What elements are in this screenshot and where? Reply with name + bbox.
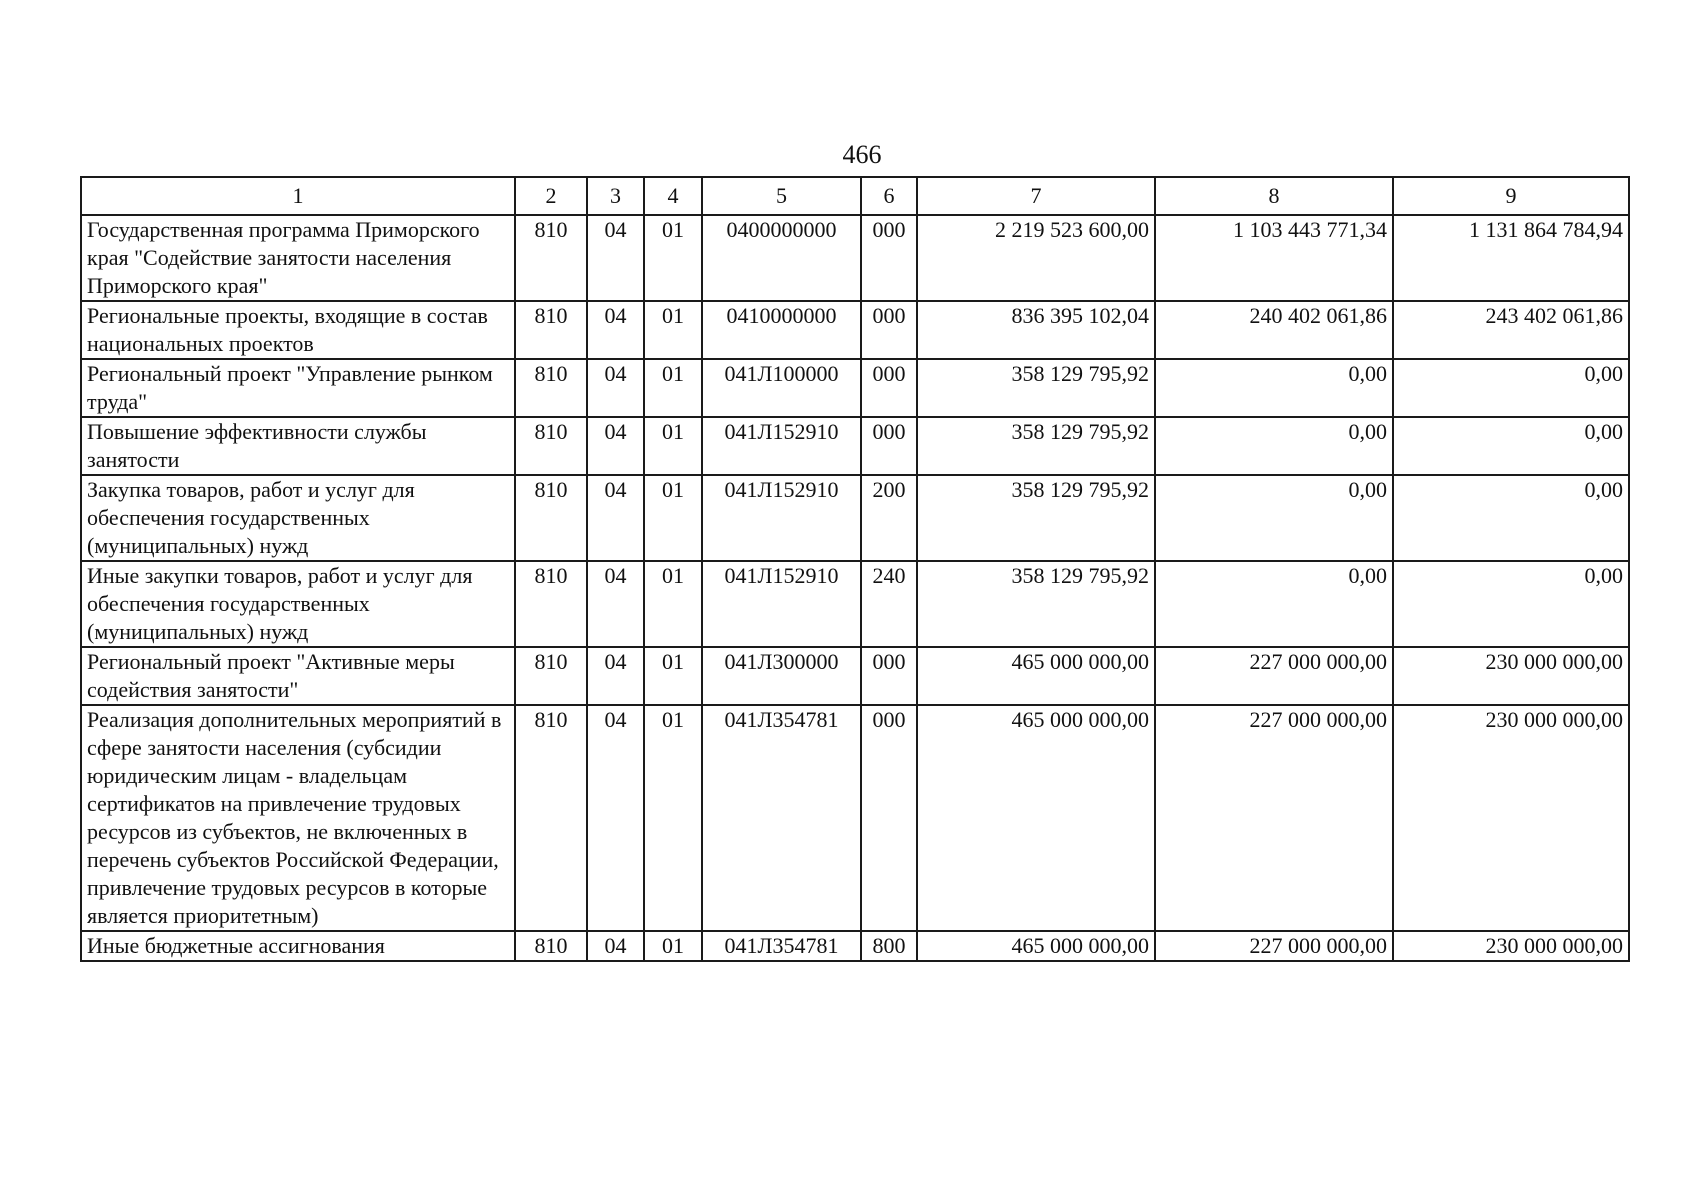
row-amount-col8: 240 402 061,86 (1155, 301, 1393, 359)
row-target-article-code: 041Л152910 (702, 475, 861, 561)
row-name: Повышение эффективности службы занятости (81, 417, 515, 475)
column-header: 5 (702, 177, 861, 215)
table-row (81, 705, 1629, 931)
row-name: Региональный проект "Активные меры содействия занятости" (81, 647, 515, 705)
row-grbs-code: 810 (515, 301, 587, 359)
row-amount-col9: 1 131 864 784,94 (1393, 215, 1629, 301)
row-target-article-code: 041Л152910 (702, 561, 861, 647)
row-grbs-code: 810 (515, 475, 587, 561)
row-name: Закупка товаров, работ и услуг для обеспечения государственных (муниципальных) нужд (81, 475, 515, 561)
row-subsection-code: 01 (644, 301, 702, 359)
row-name: Региональный проект "Управление рынком труда" (81, 359, 515, 417)
row-amount-col7: 358 129 795,92 (917, 359, 1155, 417)
row-expense-type-code: 000 (861, 647, 917, 705)
table-row (81, 561, 1629, 647)
row-target-article-code: 041Л100000 (702, 359, 861, 417)
row-amount-col8: 0,00 (1155, 561, 1393, 647)
row-expense-type-code: 800 (861, 931, 917, 961)
column-header: 4 (644, 177, 702, 215)
row-section-code: 04 (587, 301, 644, 359)
row-grbs-code: 810 (515, 359, 587, 417)
row-subsection-code: 01 (644, 417, 702, 475)
row-name: Государственная программа Приморского края "Содействие занятости населения Приморского края" (81, 215, 515, 301)
row-target-article-code: 041Л354781 (702, 931, 861, 961)
row-target-article-code: 041Л354781 (702, 705, 861, 931)
column-number-row (81, 177, 1629, 215)
row-amount-col8: 0,00 (1155, 475, 1393, 561)
row-amount-col9: 230 000 000,00 (1393, 705, 1629, 931)
row-grbs-code: 810 (515, 561, 587, 647)
table-row (81, 301, 1629, 359)
row-section-code: 04 (587, 215, 644, 301)
row-amount-col8: 227 000 000,00 (1155, 647, 1393, 705)
row-subsection-code: 01 (644, 705, 702, 931)
row-name: Реализация дополнительных мероприятий в сфере занятости населения (субсидии юридическим лицам - владельцам сертификатов на привлечение трудовых ресурсов из субъектов, не включенных в перечень субъектов Российской Федерации, привлечение трудовых ресурсов в которые является приоритетным) (81, 705, 515, 931)
column-header: 8 (1155, 177, 1393, 215)
row-expense-type-code: 200 (861, 475, 917, 561)
column-header: 2 (515, 177, 587, 215)
row-name: Региональные проекты, входящие в состав национальных проектов (81, 301, 515, 359)
row-amount-col8: 0,00 (1155, 417, 1393, 475)
row-subsection-code: 01 (644, 359, 702, 417)
column-header: 9 (1393, 177, 1629, 215)
row-subsection-code: 01 (644, 647, 702, 705)
row-expense-type-code: 000 (861, 417, 917, 475)
row-amount-col9: 230 000 000,00 (1393, 647, 1629, 705)
row-amount-col8: 227 000 000,00 (1155, 705, 1393, 931)
row-grbs-code: 810 (515, 705, 587, 931)
column-header: 6 (861, 177, 917, 215)
row-name: Иные бюджетные ассигнования (81, 931, 515, 961)
table-row (81, 931, 1629, 961)
table-row (81, 647, 1629, 705)
row-grbs-code: 810 (515, 647, 587, 705)
table-body (81, 215, 1629, 961)
row-subsection-code: 01 (644, 931, 702, 961)
row-amount-col8: 0,00 (1155, 359, 1393, 417)
row-amount-col7: 465 000 000,00 (917, 647, 1155, 705)
row-subsection-code: 01 (644, 561, 702, 647)
row-amount-col9: 230 000 000,00 (1393, 931, 1629, 961)
row-section-code: 04 (587, 417, 644, 475)
table-row (81, 359, 1629, 417)
row-amount-col9: 0,00 (1393, 475, 1629, 561)
row-expense-type-code: 000 (861, 705, 917, 931)
row-amount-col7: 358 129 795,92 (917, 561, 1155, 647)
table-row (81, 215, 1629, 301)
row-target-article-code: 0410000000 (702, 301, 861, 359)
row-amount-col7: 465 000 000,00 (917, 931, 1155, 961)
row-amount-col8: 227 000 000,00 (1155, 931, 1393, 961)
table-row (81, 417, 1629, 475)
row-section-code: 04 (587, 561, 644, 647)
table-header (81, 177, 1629, 215)
row-amount-col9: 0,00 (1393, 561, 1629, 647)
row-amount-col9: 243 402 061,86 (1393, 301, 1629, 359)
row-target-article-code: 0400000000 (702, 215, 861, 301)
row-amount-col7: 836 395 102,04 (917, 301, 1155, 359)
table-row (81, 475, 1629, 561)
column-header: 7 (917, 177, 1155, 215)
row-target-article-code: 041Л300000 (702, 647, 861, 705)
row-section-code: 04 (587, 647, 644, 705)
row-subsection-code: 01 (644, 475, 702, 561)
row-expense-type-code: 240 (861, 561, 917, 647)
row-target-article-code: 041Л152910 (702, 417, 861, 475)
page-number: 466 (842, 140, 882, 169)
row-grbs-code: 810 (515, 215, 587, 301)
column-header: 3 (587, 177, 644, 215)
row-expense-type-code: 000 (861, 301, 917, 359)
row-section-code: 04 (587, 931, 644, 961)
row-amount-col7: 2 219 523 600,00 (917, 215, 1155, 301)
row-amount-col8: 1 103 443 771,34 (1155, 215, 1393, 301)
row-section-code: 04 (587, 705, 644, 931)
row-amount-col7: 358 129 795,92 (917, 475, 1155, 561)
row-amount-col9: 0,00 (1393, 359, 1629, 417)
row-section-code: 04 (587, 359, 644, 417)
row-expense-type-code: 000 (861, 359, 917, 417)
row-amount-col7: 358 129 795,92 (917, 417, 1155, 475)
row-expense-type-code: 000 (861, 215, 917, 301)
row-subsection-code: 01 (644, 215, 702, 301)
column-header: 1 (81, 177, 515, 215)
row-name: Иные закупки товаров, работ и услуг для обеспечения государственных (муниципальных) нужд (81, 561, 515, 647)
budget-table (80, 176, 1630, 962)
row-section-code: 04 (587, 475, 644, 561)
row-grbs-code: 810 (515, 931, 587, 961)
row-amount-col7: 465 000 000,00 (917, 705, 1155, 931)
row-grbs-code: 810 (515, 417, 587, 475)
row-amount-col9: 0,00 (1393, 417, 1629, 475)
